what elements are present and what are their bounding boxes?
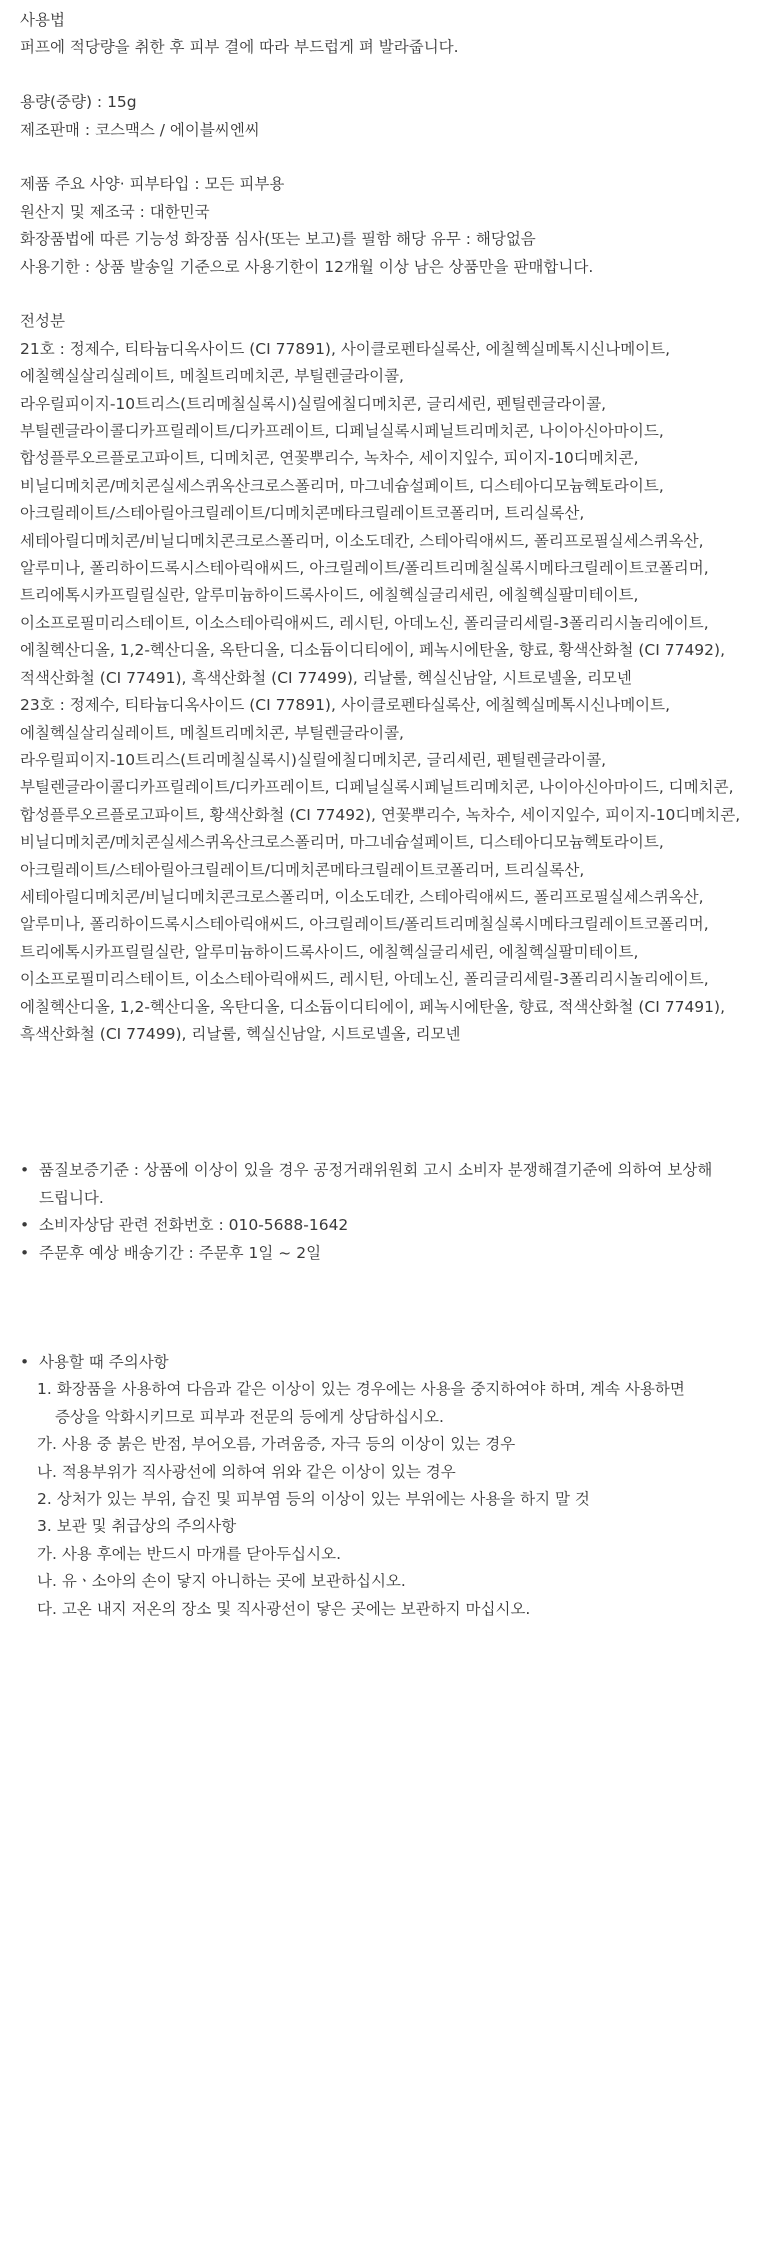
usage-text: 퍼프에 적당량을 취한 후 피부 결에 따라 부드럽게 펴 발라줍니다. <box>20 38 459 57</box>
spec-origin: 원산지 및 제조국 : 대한민국 <box>20 202 210 221</box>
ingredient-line: 에칠헥산디올, 1,2-헥산디올, 옥탄디올, 디소듐이디티에이, 페녹시에탄올, 향료, 적색산화철 (CI 77491), <box>20 997 726 1016</box>
ingredient-line: 부틸렌글라이콜디카프릴레이트/디카프레이트, 디페닐실록시페닐트리메치콘, 나이아신아마이드, <box>20 422 664 441</box>
caution-item: 가. 사용 중 붉은 반점, 부어오름, 가려움증, 자극 등의 이상이 있는 경우 <box>37 1435 516 1454</box>
cautions-list <box>20 1349 760 1376</box>
ingredient-line: 에칠헥산디올, 1,2-헥산디올, 옥탄디올, 디소듐이디티에이, 페녹시에탄올, 향료, 황색산화철 (CI 77492), <box>20 641 726 660</box>
ingredient-line: 에칠헥실살리실레이트, 메칠트리메치콘, 부틸렌글라이콜, <box>20 367 404 386</box>
specs-section <box>20 171 760 281</box>
policy-item-text: 드립니다. <box>39 1188 104 1207</box>
policy-item-text: • 주문후 예상 배송기간 : 주문후 1일 ~ 2일 <box>39 1243 322 1262</box>
ingredient-line: 트리에톡시카프릴릴실란, 알루미늄하이드록사이드, 에칠헥실글리세린, 에칠헥실팔미테이트, <box>20 942 639 961</box>
volume-section <box>20 89 760 144</box>
volume-text: 용량(중량) : 15g <box>20 93 137 112</box>
caution-item: 2. 상처가 있는 부위, 습진 및 피부염 등의 이상이 있는 부위에는 사용을 하지 말 것 <box>37 1490 590 1509</box>
spacer <box>20 281 760 308</box>
ingredient-line: 트리에톡시카프릴릴실란, 알루미늄하이드록사이드, 에칠헥실글리세린, 에칠헥실팔미테이트, <box>20 586 639 605</box>
spec-expiry: 사용기한 : 상품 발송일 기준으로 사용기한이 12개월 이상 남은 상품만을 판매합니다. <box>20 257 594 276</box>
ingredient-line: 부틸렌글라이콜디카프릴레이트/디카프레이트, 디페닐실록시페닐트리메치콘, 나이아신아마이드, 디메치콘, <box>20 778 734 797</box>
ingredient-line: 21호 : 정제수, 티타늄디옥사이드 (CI 77891), 사이클로펜타실록산, 에칠헥실메톡시신나메이트, <box>20 339 671 358</box>
cautions-heading: • 사용할 때 주의사항 <box>39 1353 169 1372</box>
ingredient-line: 아크릴레이트/스테아릴아크릴레이트/디메치콘메타크릴레이트코폴리머, 트리실록산, <box>20 860 585 879</box>
ingredient-line: 세테아릴디메치콘/비닐디메치콘크로스폴리머, 이소도데칸, 스테아릭애씨드, 폴리프로필실세스퀴옥산, <box>20 531 704 550</box>
ingredient-line: 합성플루오르플로고파이트, 황색산화철 (CI 77492), 연꽃뿌리수, 녹차수, 세이지잎수, 피이지-10디메치콘, <box>20 805 741 824</box>
usage-section <box>20 7 760 62</box>
spacer <box>20 1267 760 1349</box>
ingredient-line: 이소프로필미리스테이트, 이소스테아릭애씨드, 레시틴, 아데노신, 폴리글리세릴-3폴리리시놀리에이트, <box>20 970 709 989</box>
ingredient-line: 알루미나, 폴리하이드록시스테아릭애씨드, 아크릴레이트/폴리트리메칠실록시메타크릴레이트코폴리머, <box>20 915 709 934</box>
cautions-items <box>20 1376 760 1623</box>
policy-item <box>20 1212 760 1239</box>
spec-skin-type: 제품 주요 사양· 피부타입 : 모든 피부용 <box>20 175 285 194</box>
ingredient-line: 라우릴피이지-10트리스(트리메칠실록시)실릴에칠디메치콘, 글리세린, 펜틸렌글라이콜, <box>20 750 607 769</box>
caution-item: 1. 화장품을 사용하여 다음과 같은 이상이 있는 경우에는 사용을 중지하여야 하며, 계속 사용하면 <box>37 1380 685 1399</box>
policy-list <box>20 1157 760 1267</box>
ingredient-line: 비닐디메치콘/메치콘실세스퀴옥산크로스폴리머, 마그네슘설페이트, 디스테아디모늄헥토라이트, <box>20 833 664 852</box>
caution-item: 증상을 악화시키므로 피부과 전문의 등에게 상담하십시오. <box>55 1407 444 1426</box>
policy-item <box>20 1240 760 1267</box>
spec-functional-cosmetic: 화장품법에 따른 기능성 화장품 심사(또는 보고)를 필함 해당 유무 : 해당없음 <box>20 230 536 249</box>
ingredient-line: 23호 : 정제수, 티타늄디옥사이드 (CI 77891), 사이클로펜타실록산, 에칠헥실메톡시신나메이트, <box>20 696 671 715</box>
policy-item <box>20 1157 760 1212</box>
caution-item: 가. 사용 후에는 반드시 마개를 닫아두십시오. <box>37 1544 342 1563</box>
spacer <box>20 62 760 89</box>
ingredient-line: 적색산화철 (CI 77491), 흑색산화철 (CI 77499), 리날룰, 헥실신남알, 시트로넬올, 리모넨 <box>20 668 632 687</box>
ingredient-line: 이소프로필미리스테이트, 이소스테아릭애씨드, 레시틴, 아데노신, 폴리글리세릴-3폴리리시놀리에이트, <box>20 613 709 632</box>
caution-item: 3. 보관 및 취급상의 주의사항 <box>37 1517 237 1536</box>
policy-item-text: • 소비자상담 관련 전화번호 : 010-5688-1642 <box>39 1216 349 1235</box>
ingredient-line: 아크릴레이트/스테아릴아크릴레이트/디메치콘메타크릴레이트코폴리머, 트리실록산, <box>20 504 585 523</box>
ingredient-line: 알루미나, 폴리하이드록시스테아릭애씨드, 아크릴레이트/폴리트리메칠실록시메타크릴레이트코폴리머, <box>20 559 709 578</box>
caution-item: 나. 유ㆍ소아의 손이 닿지 아니하는 곳에 보관하십시오. <box>37 1572 406 1591</box>
ingredients-heading: 전성분 <box>20 312 65 331</box>
usage-heading: 사용법 <box>20 11 65 29</box>
ingredient-line: 흑색산화철 (CI 77499), 리날룰, 헥실신남알, 시트로넬올, 리모넨 <box>20 1024 461 1043</box>
maker-text: 제조판매 : 코스맥스 / 에이블씨엔씨 <box>20 120 260 139</box>
ingredient-line: 합성플루오르플로고파이트, 디메치콘, 연꽃뿌리수, 녹차수, 세이지잎수, 피이지-10디메치콘, <box>20 449 639 468</box>
ingredient-line: 세테아릴디메치콘/비닐디메치콘크로스폴리머, 이소도데칸, 스테아릭애씨드, 폴리프로필실세스퀴옥산, <box>20 887 704 906</box>
ingredients-section <box>20 308 760 1048</box>
spacer <box>20 1048 760 1157</box>
caution-item: 다. 고온 내지 저온의 장소 및 직사광선이 닿은 곳에는 보관하지 마십시오. <box>37 1599 531 1618</box>
cautions-heading-item <box>20 1349 760 1376</box>
policy-item-text: • 품질보증기준 : 상품에 이상이 있을 경우 공정거래위원회 고시 소비자 분쟁해결기준에 의하여 보상해 <box>39 1161 713 1180</box>
ingredient-line: 라우릴피이지-10트리스(트리메칠실록시)실릴에칠디메치콘, 글리세린, 펜틸렌글라이콜, <box>20 394 607 413</box>
ingredient-line: 비닐디메치콘/메치콘실세스퀴옥산크로스폴리머, 마그네슘설페이트, 디스테아디모늄헥토라이트, <box>20 476 664 495</box>
ingredients-list <box>20 336 760 1049</box>
caution-item: 나. 적용부위가 직사광선에 의하여 위와 같은 이상이 있는 경우 <box>37 1462 456 1481</box>
spacer <box>20 144 760 171</box>
ingredient-line: 에칠헥실살리실레이트, 메칠트리메치콘, 부틸렌글라이콜, <box>20 723 404 742</box>
